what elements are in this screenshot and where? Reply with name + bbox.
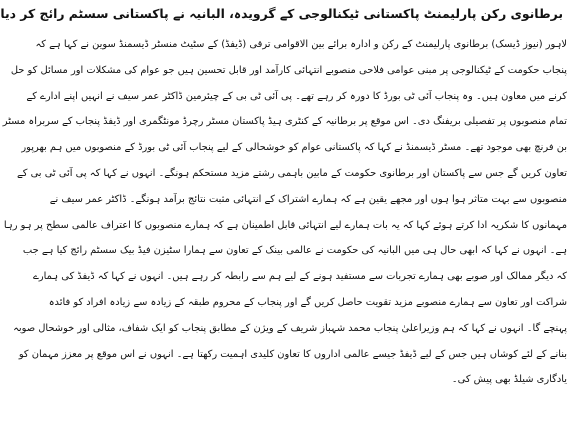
article-line: یادگاری شیلڈ بھی پیش کی۔ (451, 374, 567, 386)
article-line: پنجاب حکومت کے ٹیکنالوجی پر مبنی عوامی فلاحی منصوبے انتہائی کارآمد اور قابل تحسین ہیں جو عوام کی مشکلات اور مسائل کو حل (10, 64, 567, 76)
article-line: لاہور (نیوز ڈیسک) برطانوی پارلیمنٹ کے رکن و ادارہ برائے بین الاقوامی ترقی (ڈیفڈ) کے سٹیٹ منسٹر ڈیسمنڈ سوین نے کہا ہے کہ (35, 39, 567, 50)
article-body (2, 32, 567, 393)
article-line: کرنے میں معاون ہیں۔ وہ پنجاب آئی ٹی بورڈ کا دورہ کر رہے تھے۔ پی آئی ٹی بی کے چیئرمین ڈاکٹر عمر سیف نے انہیں اپنے ادارے کے (26, 90, 567, 102)
article-line: کہ دیگر ممالک اور صوبے بھی ہمارے تجربات سے مستفید ہونے کے لیے ہم سے رابطہ کر رہے ہیں۔ انہوں نے کہا کہ ڈیفڈ کی ہمارے (33, 271, 567, 283)
article-line: منصوبوں سے بہت متاثر ہوا ہوں اور مجھے یقین ہے کہ ہمارے اشتراک کے انتہائی مثبت نتائج برآمد ہونگے۔ ڈاکٹر عمر سیف نے (49, 193, 567, 205)
article-line: مہمانوں کا شکریہ ادا کرتے ہوئے کہا کہ یہ بات ہمارے لیے انتہائی قابل اطمینان ہے کہ ہمارے منصوبوں کا اعتراف عالمی سطح پر ہو رہا (3, 219, 567, 231)
article-line: بن فرنچ بھی موجود تھے۔ مسٹر ڈیسمنڈ نے کہا کہ پاکستانی عوام کو خوشحالی کے لیے پنجاب آئی ٹی بورڈ کے منصوبوں میں ہم بھرپور (21, 142, 567, 154)
article-line: پہنچے گا۔ انہوں نے کہا کہ ہم وزیراعلیٰ پنجاب محمد شہباز شریف کے ویژن کے مطابق پنجاب کو ایک شفاف، مثالی اور خوشحال صوبہ (13, 322, 567, 334)
article-line: ہے۔ انہوں نے کہا کہ ابھی حال ہی میں البانیہ کی حکومت نے عالمی بینک کے تعاون سے ہمارا سٹیزن فیڈ بیک سسٹم رائج کیا ہے جب (22, 245, 567, 257)
article-line: شراکت اور تعاون سے ہمارے منصوبے مزید تقویت حاصل کریں گے اور پنجاب کے محروم طبقہ کے زیادہ سے زیادہ افراد کو فائدہ (48, 296, 567, 308)
article-headline: برطانوی رکن پارلیمنٹ پاکستانی ٹیکنالوجی کے گرویدہ، البانیہ نے پاکستانی سسٹم رائج کر دیا (0, 6, 563, 21)
article-line: بنانے کے لئے کوشاں ہیں جس کے لیے ڈیفڈ جیسے عالمی اداروں کا تعاون کلیدی اہمیت رکھتا ہے۔ انہوں نے اس موقع پر معزز مہمان کو (18, 348, 567, 360)
article-line: تعاون کریں گے جس سے پاکستان اور برطانوی حکومت کے مابین باہمی رشتے مزید مستحکم ہونگے۔ انہوں نے کہا کہ پی آئی ٹی بی کے (16, 167, 567, 179)
article-line: تمام منصوبوں پر تفصیلی بریفنگ دی۔ اس موقع پر برطانیہ کے کنٹری ہیڈ پاکستان مسٹر رچرڈ مونٹگمری اور ڈیفڈ پنجاب کے سربراہ مسٹر (2, 116, 567, 128)
